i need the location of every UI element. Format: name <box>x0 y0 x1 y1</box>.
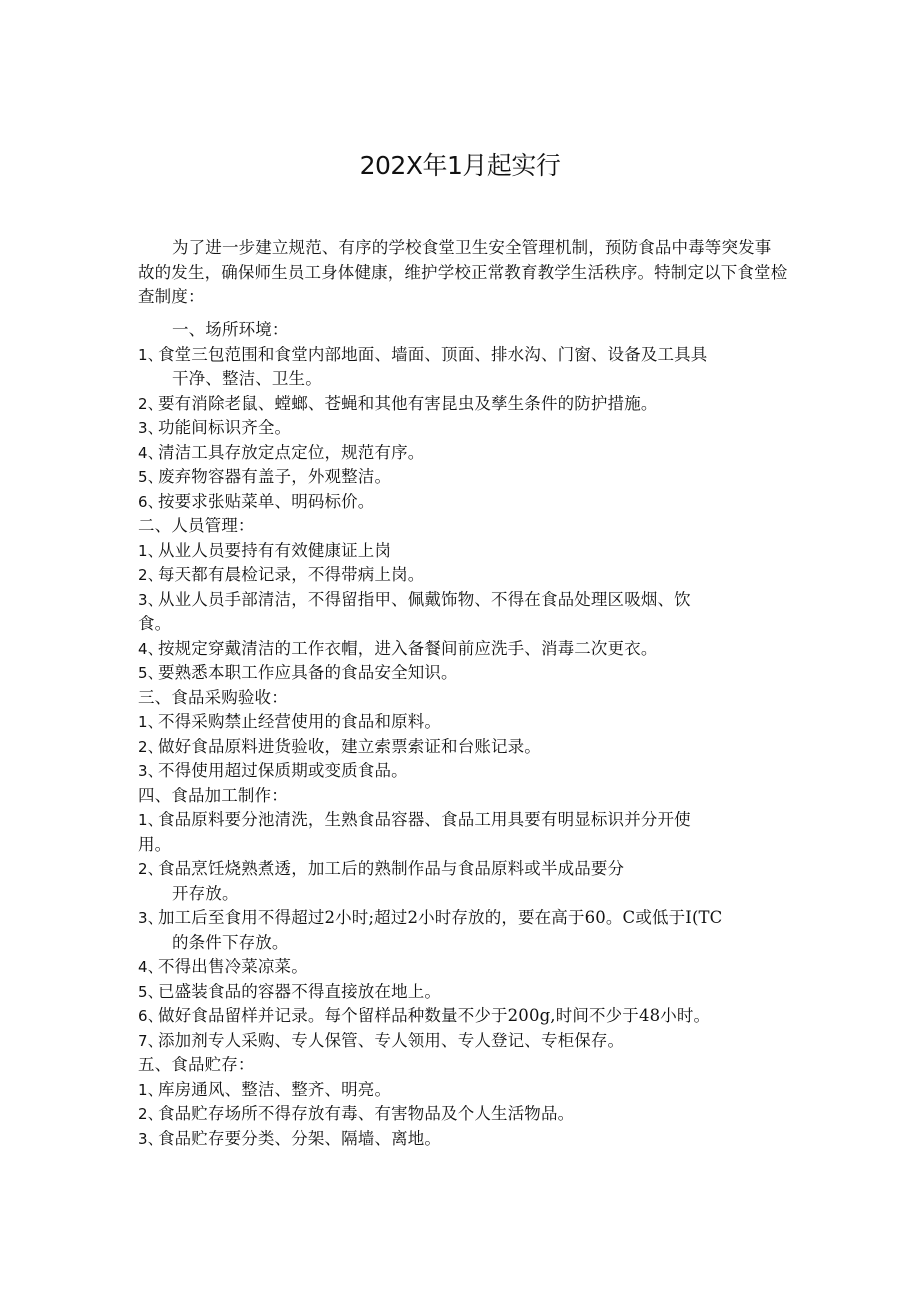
list-item: 1、食品原料要分池清洗，生熟食品容器、食品工用具要有明显标识并分开使 <box>138 810 691 829</box>
list-item: 3、不得使用超过保质期或变质食品。 <box>138 761 408 780</box>
list-item: 2、做好食品原料进货验收，建立索票索证和台账记录。 <box>138 736 541 756</box>
list-item: 2、食品贮存场所不得存放有毒、有害物品及个人生活物品。 <box>138 1104 575 1123</box>
list-item: 3、加工后至食用不得超过2小时;超过2小时存放的，要在高于60。C或低于I(TC <box>138 908 723 927</box>
list-item: 6、做好食品留样并记录。每个留样品种数量不少于200g,时间不少于48小时。 <box>138 1006 711 1025</box>
list-item: 7、添加剂专人采购、专人保管、专人领用、专人登记、专柜保存。 <box>138 1030 625 1050</box>
list-item: 3、功能间标识齐全。 <box>138 418 292 437</box>
list-item: 5、已盛装食品的容器不得直接放在地上。 <box>138 981 442 1001</box>
regulation-body <box>138 318 798 1151</box>
list-item: 3、从业人员手部清洁，不得留指甲、佩戴饰物、不得在食品处理区吸烟、饮 <box>138 589 691 609</box>
list-item: 1、从业人员要持有有效健康证上岗 <box>138 540 392 560</box>
list-item: 2、食品烹饪烧熟煮透，加工后的熟制作品与食品原料或半成品要分 <box>138 859 625 878</box>
list-item-continuation: 开存放。 <box>172 883 239 903</box>
list-item: 2、要有消除老鼠、螳螂、苍蝇和其他有害昆虫及孳生条件的防护措施。 <box>138 393 658 413</box>
list-item: 5、要熟悉本职工作应具备的食品安全知识。 <box>138 663 458 682</box>
section-heading: 一、场所环境： <box>172 320 289 339</box>
document-title: 202X年1月起实行 <box>359 151 561 180</box>
list-item-continuation: 用。 <box>138 834 172 854</box>
intro-paragraph: 为了进一步建立规范、有序的学校食堂卫生安全管理机制，预防食品中毒等突发事故的发生，确保师生员工身体健康，维护学校正常教育教学生活秩序。特制定以下食堂检查制度： <box>138 238 788 306</box>
list-item: 1、库房通风、整洁、整齐、明亮。 <box>138 1079 392 1099</box>
list-item: 4、按规定穿戴清洁的工作衣帽，进入备餐间前应洗手、消毒二次更衣。 <box>138 638 658 658</box>
list-item-continuation: 干净、整洁、卫生。 <box>172 369 322 388</box>
section-heading: 五、食品贮存： <box>138 1055 255 1074</box>
list-item: 5、废弃物容器有盖子，外观整洁。 <box>138 467 392 486</box>
list-item-continuation: 食。 <box>138 614 172 633</box>
list-item: 4、清洁工具存放定点定位，规范有序。 <box>138 442 425 462</box>
section-heading: 四、食品加工制作： <box>138 785 288 805</box>
list-item: 4、不得出售冷菜凉菜。 <box>138 957 308 976</box>
list-item: 1、食堂三包范围和食堂内部地面、墙面、顶面、排水沟、门窗、设备及工具具 <box>138 344 708 364</box>
list-item: 2、每天都有晨检记录，不得带病上岗。 <box>138 565 425 584</box>
section-heading: 二、人员管理： <box>138 516 255 535</box>
list-item: 6、按要求张贴菜单、明码标价。 <box>138 491 375 511</box>
list-item-continuation: 的条件下存放。 <box>172 932 289 952</box>
list-item: 1、不得采购禁止经营使用的食品和原料。 <box>138 712 442 731</box>
section-heading: 三、食品采购验收： <box>138 687 288 707</box>
list-item: 3、食品贮存要分类、分架、隔墙、离地。 <box>138 1128 442 1148</box>
